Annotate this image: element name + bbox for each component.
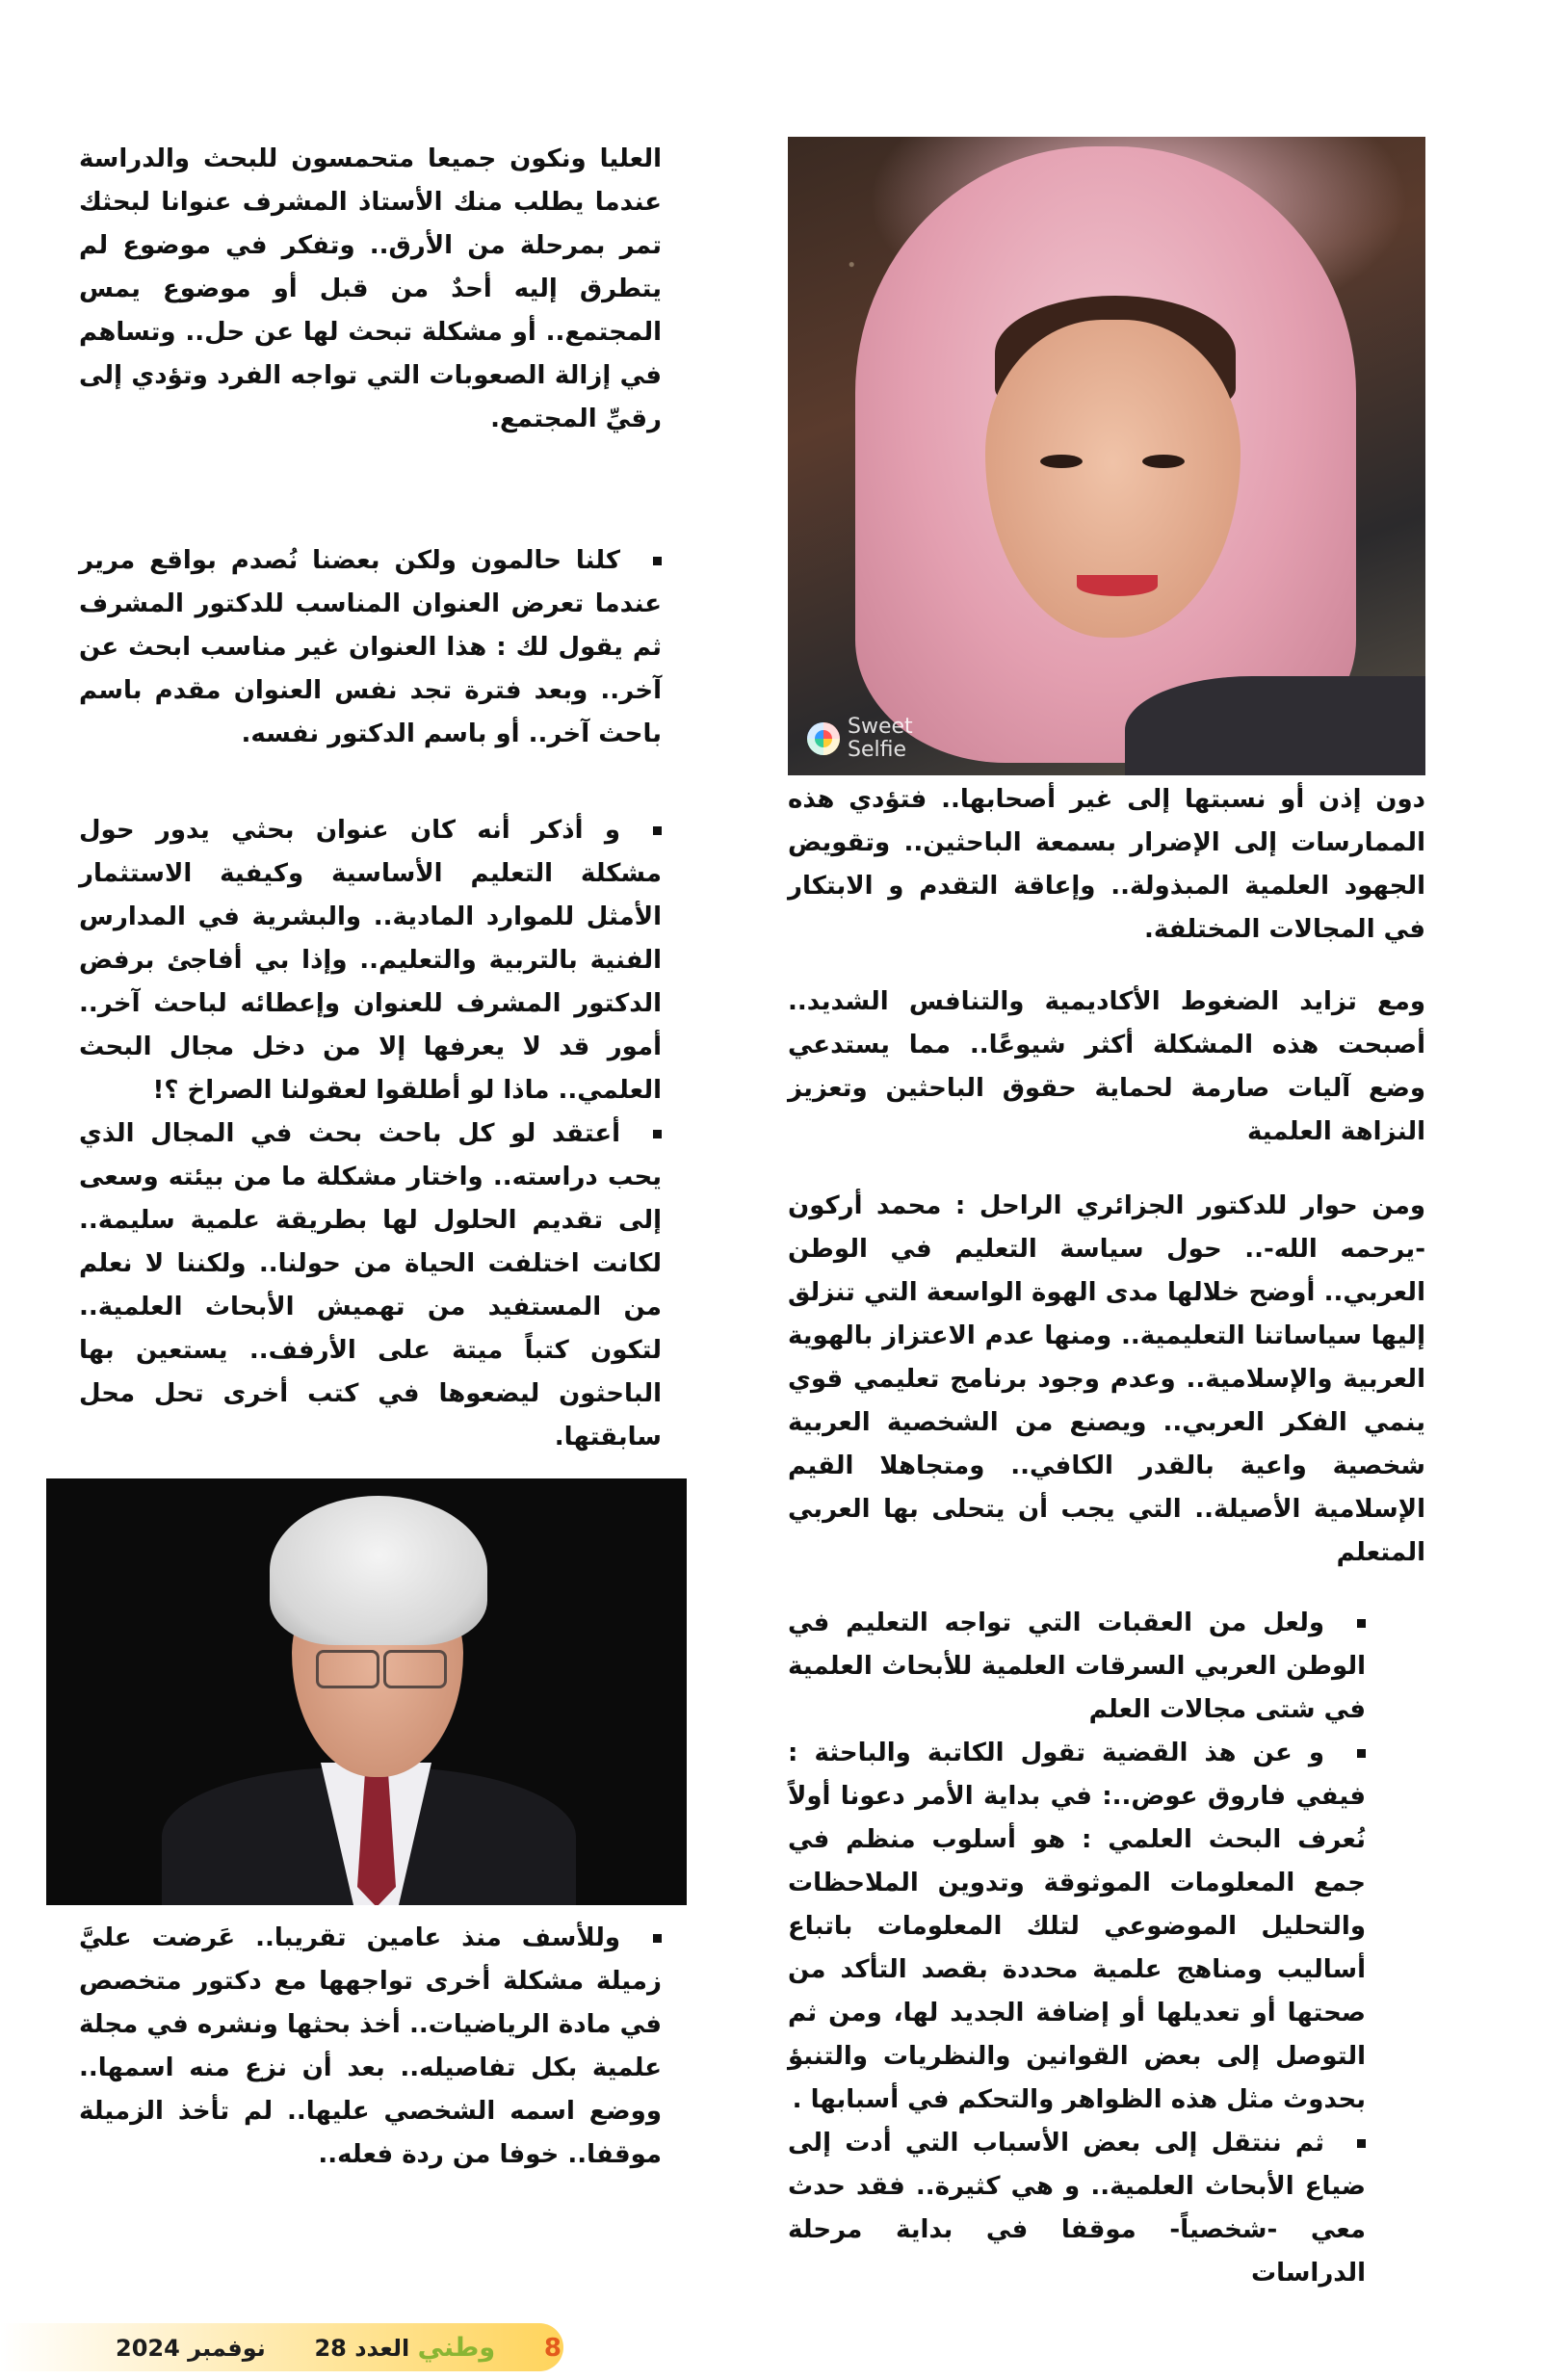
right-paragraph-2: [788, 981, 1425, 1154]
paragraph-text: ومع تزايد الضغوط الأكاديمية والتنافس الشديد.. أصبحت هذه المشكلة أكثر شيوعًا.. مما يستدعي وضع آليات صارمة لحماية حقوق الباحثين وتعزيز النزاهة العلمية: [788, 987, 1425, 1146]
paragraph-text: دون إذن أو نسبتها إلى غير أصحابها.. فتؤدي هذه الممارسات إلى الإضرار بسمعة الباحثين.. وتقويض الجهود العلمية المبذولة.. وإعاقة التقدم و الابتكار في المجالات المختلفة.: [788, 785, 1425, 944]
portrait-hair: [270, 1496, 487, 1645]
bullet-text: أعتقد لو كل باحث بحث في المجال الذي يحب دراسته.. واختار مشكلة ما من بيئته وسعى إلى تقديم الحلول لها بطريقة علمية سليمة.. لكانت اختلفت الحياة من حولنا.. ولكننا لا نعلم من المستفيد من تهميش الأبحاث العلمية.. لتكون كتباً ميتة على الأرفف.. يستعين بها الباحثون ليضعوها في كتب أخرى تحل محل سابقتها.: [79, 1119, 662, 1452]
bullet-square-icon: [653, 1130, 662, 1138]
glasses-right-lens: [383, 1650, 447, 1688]
watermark-line-1: Sweet: [848, 715, 913, 739]
bullet-text: ولعل من العقبات التي تواجه التعليم في الوطن العربي السرقات العلمية للأبحاث العلمية في شتى مجالات العلم: [788, 1608, 1366, 1724]
left-bullet-2-3: [79, 809, 662, 1459]
bullet-text: و عن هذ القضية تقول الكاتبة والباحثة : فيفي فاروق عوض..: في بداية الأمر دعونا أولاً نُعرف البحث العلمي : هو أسلوب منظم في جمع المعلومات الموثوقة وتدوين الملاحظات والتحليل الموضوعي لتلك المعلومات باتباع أساليب ومناهج علمية محددة بقصد التأكد من صحتها أو تعديلها أو إضافة الجديد لها، ومن ثم التوصل إلى بعض القوانين والنظريات والتنبؤ بحدوث مثل هذه الظواهر والتحكم في أسبابها .: [788, 1739, 1366, 2114]
right-paragraph-3: [788, 1185, 1425, 1575]
bullet-text: كلنا حالمون ولكن بعضنا نُصدم بواقع مرير عندما تعرض العنوان المناسب للدكتور المشرف ثم يقول لك : هذا العنوان غير مناسب ابحث عن آخر.. وبعد فترة تجد نفس العنوان مقدم باسم باحث آخر.. أو باسم الدكتور نفسه.: [79, 546, 662, 748]
page-number: 8: [543, 2334, 562, 2363]
bullet-square-icon: [1357, 1749, 1366, 1758]
bullet-item: [788, 1732, 1366, 2122]
intro-text: العليا ونكون جميعا متحمسون للبحث والدراسة عندما يطلب منك الأستاذ المشرف عنوانا لبحثك تمر بمرحلة من الأرق.. وتفكر في موضوع لم يتطرق إليه أحدٌ من قبل أو موضوع يمس المجتمع.. أو مشكلة تبحث لها عن حل.. وتساهم في إزالة الصعوبات التي تواجه الفرد وتؤدي إلى رقيِّ المجتمع.: [79, 144, 662, 433]
bullet-item: [79, 1917, 662, 2177]
bullet-item: [79, 1112, 662, 1459]
bullet-item: [788, 1602, 1366, 1732]
left-intro-paragraph: [79, 138, 662, 441]
issue-label: العدد: [354, 2335, 410, 2362]
left-bullet-4: [79, 1917, 662, 2177]
bullet-item: [79, 809, 662, 1112]
bullet-square-icon: [1357, 2139, 1366, 2148]
magazine-name: وطني: [417, 2333, 496, 2363]
watermark-line-2: Selfie: [848, 738, 907, 762]
bullet-square-icon: [653, 1934, 662, 1943]
bullet-square-icon: [653, 826, 662, 835]
issue-month: نوفمبر: [188, 2335, 266, 2362]
bullet-text: ثم ننتقل إلى بعض الأسباب التي أدت إلى ضياع الأبحاث العلمية.. و هي كثيرة.. فقد حدث معي -شخصياً- موقفا في بداية مرحلة الدراسات: [788, 2129, 1366, 2288]
portrait-mouth: [1077, 575, 1158, 596]
woman-portrait-photo: [788, 137, 1425, 775]
camera-icon: [807, 722, 840, 755]
portrait-eye: [1040, 455, 1083, 468]
bullet-item: [79, 539, 662, 756]
glasses-left-lens: [316, 1650, 379, 1688]
issue-year: 2024: [116, 2335, 180, 2362]
portrait-jacket: [1125, 676, 1425, 775]
bullet-text: وللأسف منذ عامين تقريبا.. عَرضت عليَّ زميلة مشكلة أخرى تواجهها مع دكتور متخصص في مادة الرياضيات.. أخذ بحثها ونشره في مجلة علمية بكل تفاصيله.. بعد أن نزع منه اسمها.. ووضع اسمه الشخصي عليها.. لم تأخذ الزميلة موقفا.. خوفا من ردة فعله..: [79, 1923, 662, 2169]
man-portrait-photo: [46, 1478, 687, 1905]
bullet-square-icon: [653, 557, 662, 565]
portrait-eye: [1142, 455, 1185, 468]
bullet-square-icon: [1357, 1619, 1366, 1628]
bullet-text: و أذكر أنه كان عنوان بحثي يدور حول مشكلة التعليم الأساسية وكيفية الاستثمار الأمثل للموارد المادية.. والبشرية في المدارس الفنية بالتربية والتعليم.. وإذا بي أفاجئ برفض الدكتور المشرف للعنوان وإعطائه لباحث آخر.. أمور قد لا يعرفها إلا من دخل مجال البحث العلمي.. ماذا لو أطلقوا لعقولنا الصراخ ؟!: [79, 816, 662, 1105]
left-bullet-1: [79, 539, 662, 756]
right-paragraph-1: [788, 778, 1425, 952]
footer: [116, 2329, 562, 2367]
right-bullets: [788, 1602, 1366, 2295]
sweet-selfie-watermark: [807, 716, 913, 762]
issue-number: 28: [314, 2335, 347, 2362]
bullet-item: [788, 2122, 1366, 2295]
paragraph-text: ومن حوار للدكتور الجزائري الراحل : محمد أركون -يرحمه الله-.. حول سياسة التعليم في الوطن العربي.. أوضح خلالها مدى الهوة الواسعة التي تنزلق إليها سياساتنا التعليمية.. ومنها عدم الاعتزاز بالهوية العربية والإسلامية.. وعدم وجود برنامج تعليمي قوي ينمي الفكر العربي.. ويصنع من الشخصية العربية شخصية واعية بالقدر الكافي.. ومتجاهلا القيم الإسلامية الأصيلة.. التي يجب أن يتحلى بها العربي المتعلم: [788, 1191, 1425, 1567]
